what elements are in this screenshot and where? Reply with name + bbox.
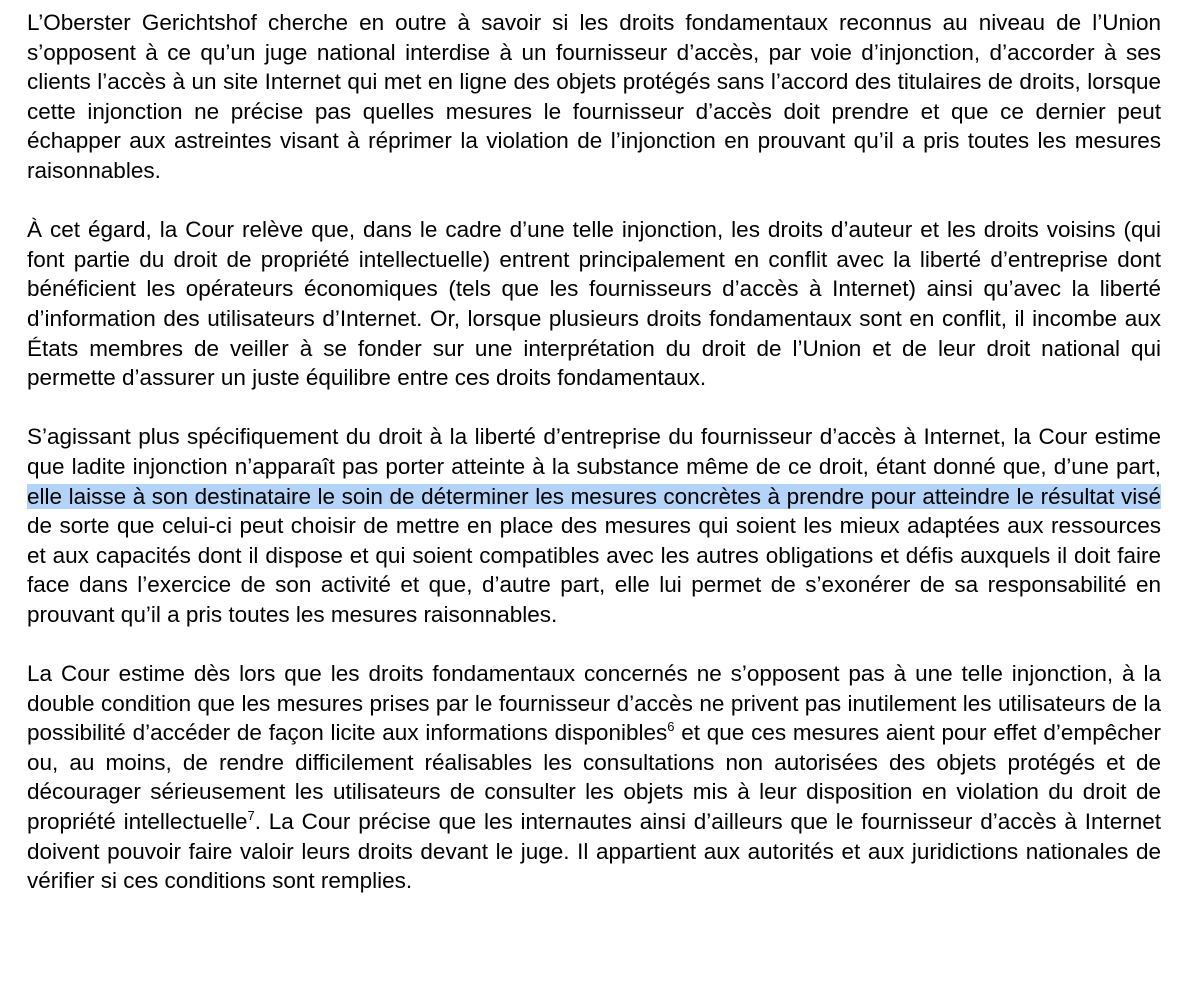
paragraph-1: L’Oberster Gerichtshof cherche en outre à savoir si les droits fondamentaux reconnus au niveau de l’Union s’opposent à ce qu’un juge national interdise à un fournisseur d’accès, par voie d’injonction, d’accorder à ses clients l’accès à un site Internet qui met en ligne des objets protégés sans l’accord des titulaires de droits, lorsque cette injonction ne précise pas quelles mesures le fournisseur d’accès doit prendre et que ce dernier peut échapper aux astreintes visant à réprimer la violation de l’injonction en prouvant qu’il a pris toutes les mesures raisonnables. — [27, 10, 1161, 183]
paragraph-3 — [27, 422, 1161, 629]
document-page — [27, 8, 1161, 925]
paragraph-4-text-part-3: . La Cour précise que les internautes ainsi d’ailleurs que le fournisseur d’accès à Internet doivent pouvoir faire valoir leurs droits devant le juge. Il appartient aux autorités et aux juridictions nationales de vérifier si ces conditions sont remplies. — [27, 809, 1161, 894]
paragraph-3-text-before: S’agissant plus spécifiquement du droit à la liberté d’entreprise du fournisseur d’accès à Internet, la Cour estime que ladite injonction n’apparaît pas porter atteinte à la substance même de ce droit, étant donné que, d’une part, — [27, 424, 1161, 479]
paragraph-3-text-after: de sorte que celui-ci peut choisir de mettre en place des mesures qui soient les mieux adaptées aux ressources et aux capacités dont il dispose et qui soient compatibles avec les autres obligations et défis auxquels il doit faire face dans l’exercice de son activité et que, d’autre part, elle lui permet de s’exonérer de sa responsabilité en prouvant qu’il a pris toutes les mesures raisonnables. — [27, 513, 1161, 627]
paragraph-4-text-part-1: La Cour estime dès lors que les droits fondamentaux concernés ne s’opposent pas à une telle injonction, à la double condition que les mesures prises par le fournisseur d’accès ne privent pas inutilement les utilisateurs de la possibilité d’accéder de façon licite aux informations disponibles — [27, 661, 1161, 746]
footnote-ref-7[interactable]: 7 — [247, 808, 255, 824]
selected-text-highlight[interactable]: elle laisse à son destinataire le soin de déterminer les mesures concrètes à prendre pour atteindre le résultat visé — [27, 483, 1161, 509]
footnote-ref-6[interactable]: 6 — [667, 719, 675, 735]
paragraph-2: À cet égard, la Cour relève que, dans le cadre d’une telle injonction, les droits d’auteur et les droits voisins (qui font partie du droit de propriété intellectuelle) entrent principalement en conflit avec la liberté d’entreprise dont bénéficient les opérateurs économiques (tels que les fournisseurs d’accès à Internet) ainsi qu’avec la liberté d’information des utilisateurs d’Internet. Or, lorsque plusieurs droits fondamentaux sont en conflit, il incombe aux États membres de veiller à se fonder sur une interprétation du droit de l’Union et de leur droit national qui permette d’assurer un juste équilibre entre ces droits fondamentaux. — [27, 217, 1161, 391]
paragraph-4 — [27, 659, 1161, 896]
paragraph-4-text-part-2: et que ces mesures aient pour effet d’empêcher ou, au moins, de rendre difficilement réalisables les consultations non autorisées des objets protégés et de décourager sérieusement les utilisateurs de consulter les objets mis à leur disposition en violation du droit de propriété intellectuelle — [27, 720, 1161, 835]
